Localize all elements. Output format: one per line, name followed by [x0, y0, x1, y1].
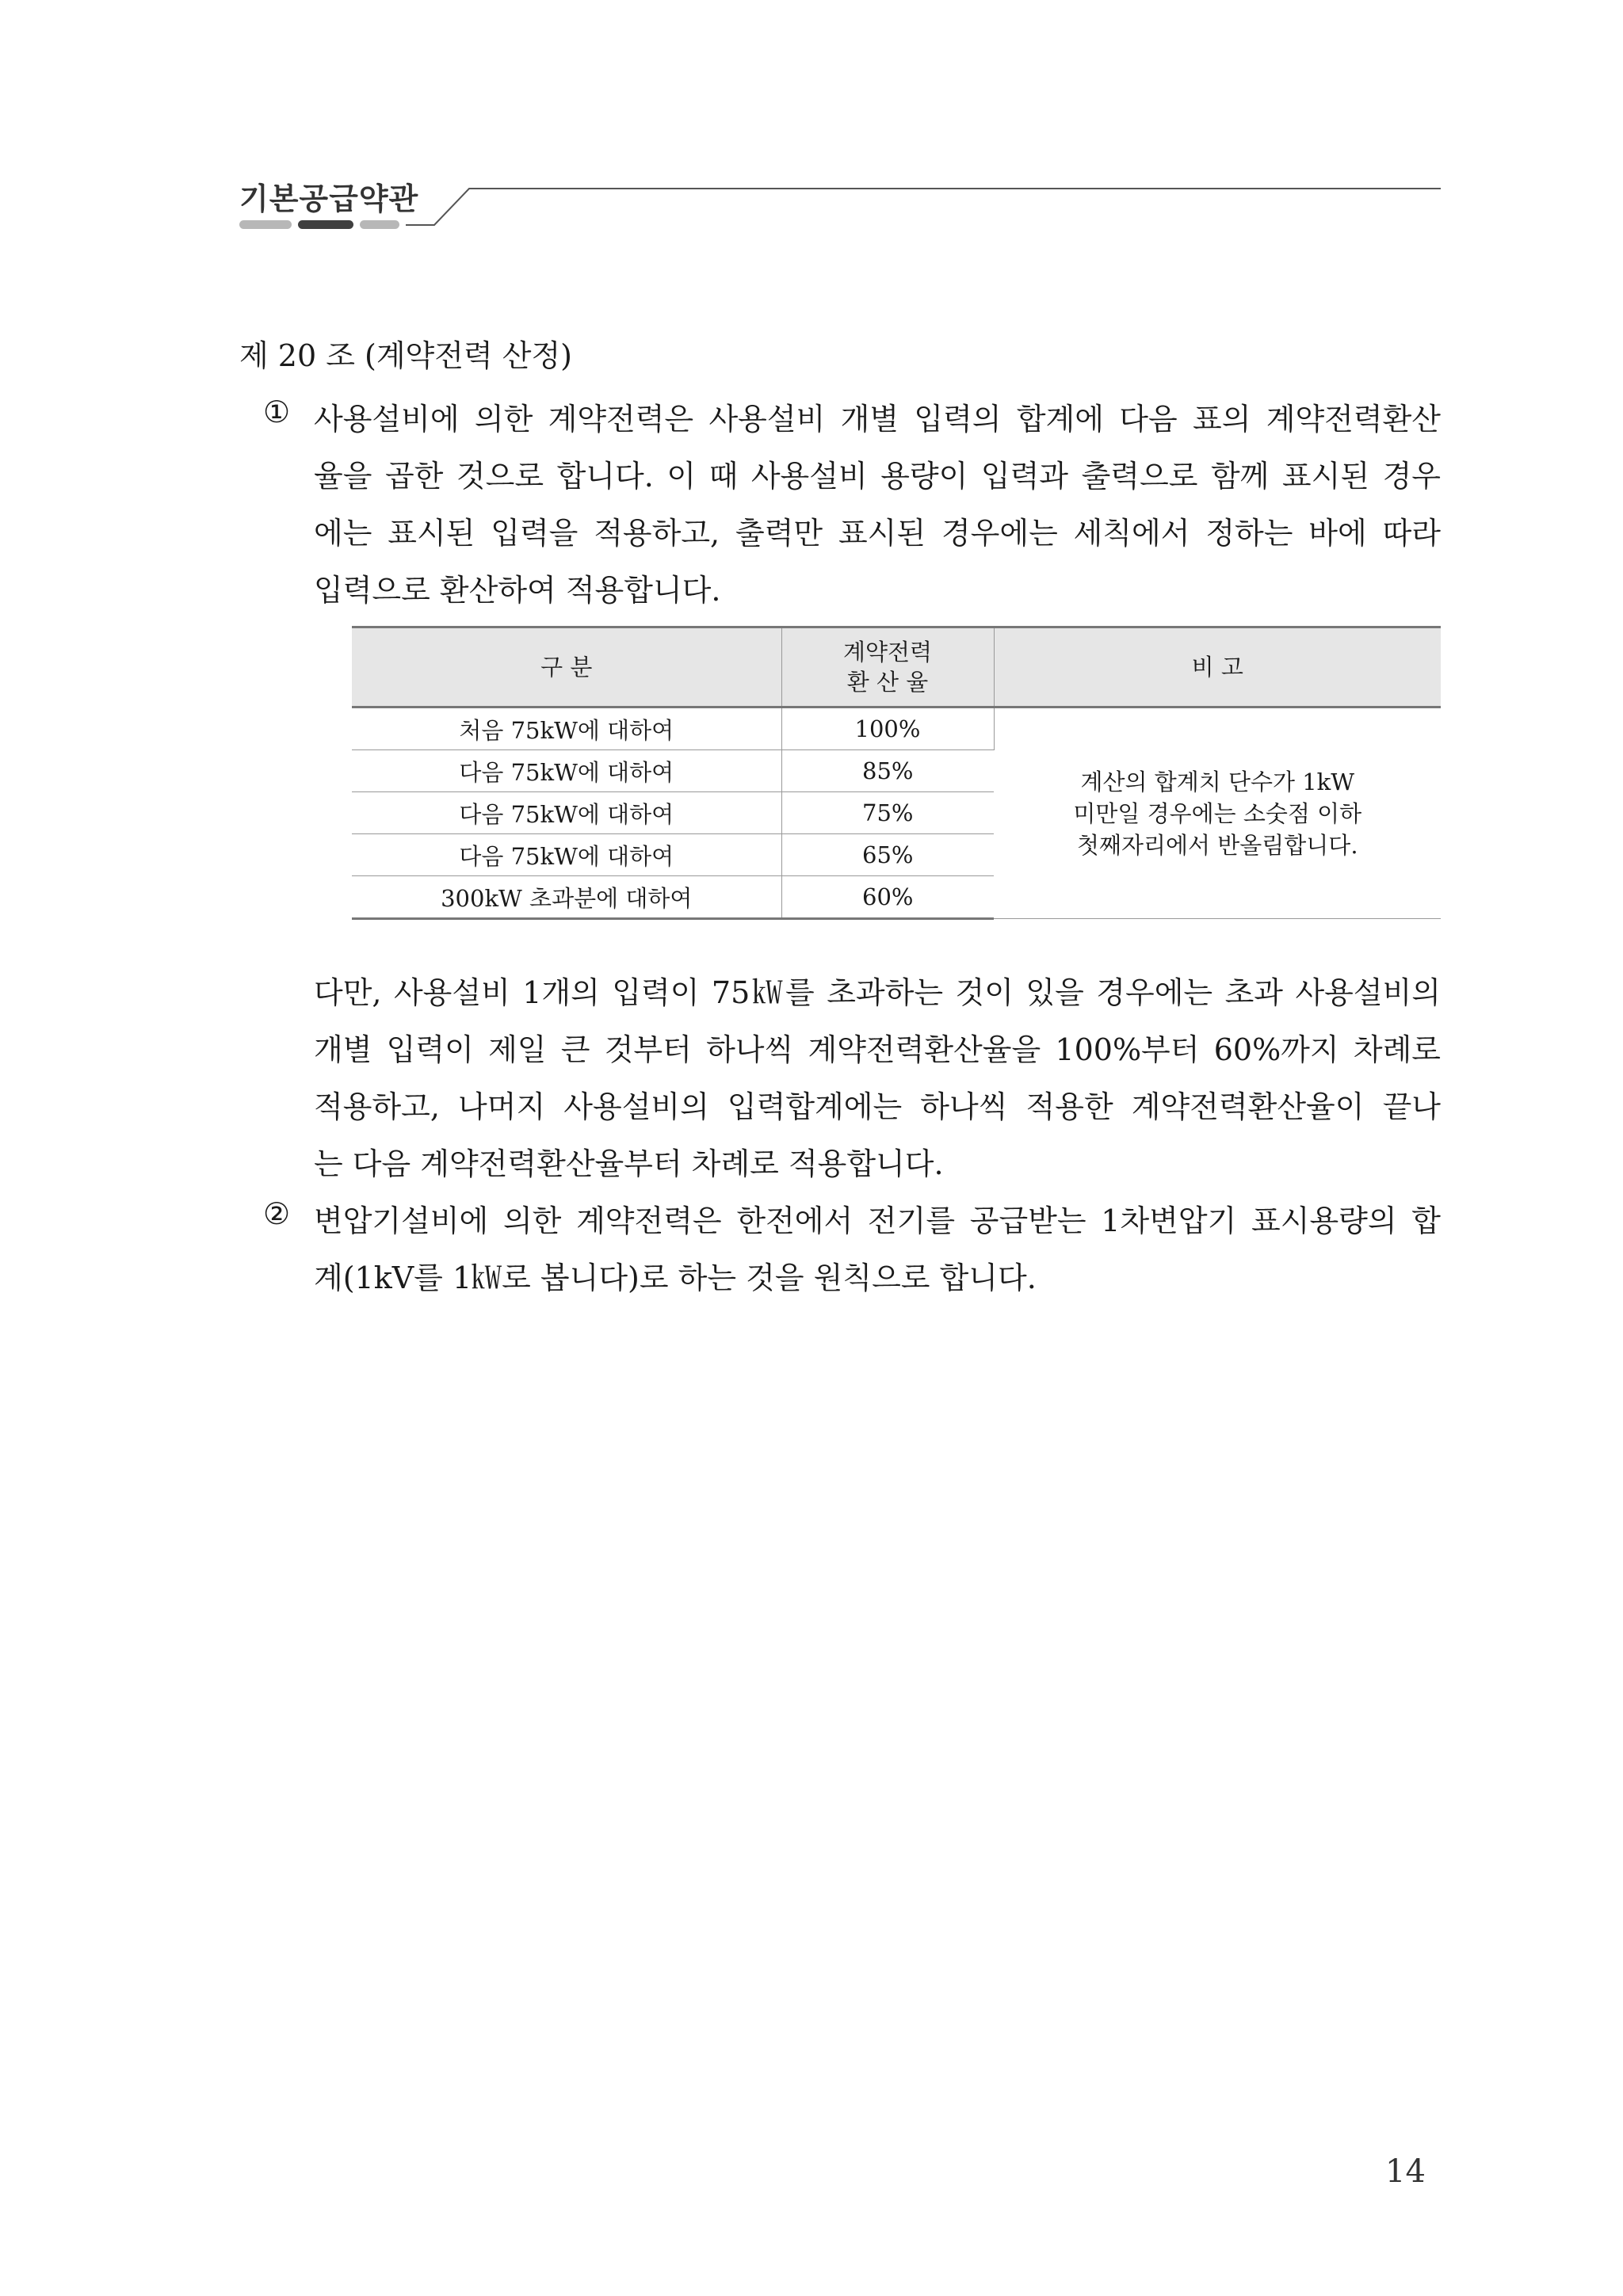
header-note: 비 고 — [994, 627, 1441, 707]
clause-2-line: 계(1kV를 1㎾로 봅니다)로 하는 것을 원칙으로 합니다. — [314, 1261, 1037, 1295]
proviso-line: 개별 입력이 제일 큰 것부터 하나씩 계약전력환산율을 100%부터 60%까지 차례로 — [314, 1032, 1441, 1067]
cell-ratio: 85% — [781, 750, 994, 792]
note-line: 계산의 합계치 단수가 1kW — [1080, 768, 1355, 795]
table-row — [352, 707, 1441, 750]
header-ratio — [781, 627, 994, 707]
table-header-row — [352, 627, 1441, 707]
proviso-line: 다만, 사용설비 1개의 입력이 75㎾를 초과하는 것이 있을 경우에는 초과 사용설비의 — [314, 975, 1441, 1010]
cell-ratio: 65% — [781, 834, 994, 876]
clause-1-marker: ① — [263, 395, 291, 429]
proviso-line: 적용하고, 나머지 사용설비의 입력합계에는 하나씩 적용한 계약전력환산율이 끝나 — [314, 1089, 1441, 1124]
header-category: 구 분 — [352, 627, 781, 707]
cell-ratio: 60% — [781, 876, 994, 919]
article-title: 제 20 조 (계약전력 산정) — [239, 338, 572, 373]
note-line: 미만일 경우에는 소숫점 이하 — [1073, 799, 1362, 827]
cell-category: 다음 75kW에 대하여 — [352, 834, 781, 876]
header-ratio-line2: 환 산 율 — [846, 669, 929, 696]
clause-1-line: 사용설비에 의한 계약전력은 사용설비 개별 입력의 합계에 다음 표의 계약전력환산 — [314, 402, 1441, 437]
clause-1-line: 율을 곱한 것으로 합니다. 이 때 사용설비 용량이 입력과 출력으로 함께 표시된 경우 — [314, 459, 1441, 494]
document-header-title: 기본공급약관 — [239, 181, 419, 216]
note-line: 첫째자리에서 반올림합니다. — [1076, 831, 1358, 859]
cell-category: 처음 75kW에 대하여 — [352, 707, 781, 750]
clause-1-line: 입력으로 환산하여 적용합니다. — [314, 573, 721, 608]
contract-power-ratio-table — [352, 626, 1441, 920]
clause-2-marker: ② — [263, 1196, 291, 1231]
cell-category: 다음 75kW에 대하여 — [352, 792, 781, 834]
clause-1-line: 에는 표시된 입력을 적용하고, 출력만 표시된 경우에는 세칙에서 정하는 바에 따라 — [314, 516, 1441, 551]
header-rule — [0, 0, 1623, 254]
proviso-line: 는 다음 계약전력환산율부터 차례로 적용합니다. — [314, 1146, 944, 1181]
cell-category: 300kW 초과분에 대하여 — [352, 876, 781, 919]
clause-2-line: 변압기설비에 의한 계약전력은 한전에서 전기를 공급받는 1차변압기 표시용량의 합 — [314, 1203, 1441, 1238]
page-number: 14 — [1385, 2153, 1426, 2190]
header-ratio-line1: 계약전력 — [842, 639, 933, 666]
cell-ratio: 75% — [781, 792, 994, 834]
cell-ratio: 100% — [781, 707, 994, 750]
cell-note — [994, 707, 1441, 919]
cell-category: 다음 75kW에 대하여 — [352, 750, 781, 792]
